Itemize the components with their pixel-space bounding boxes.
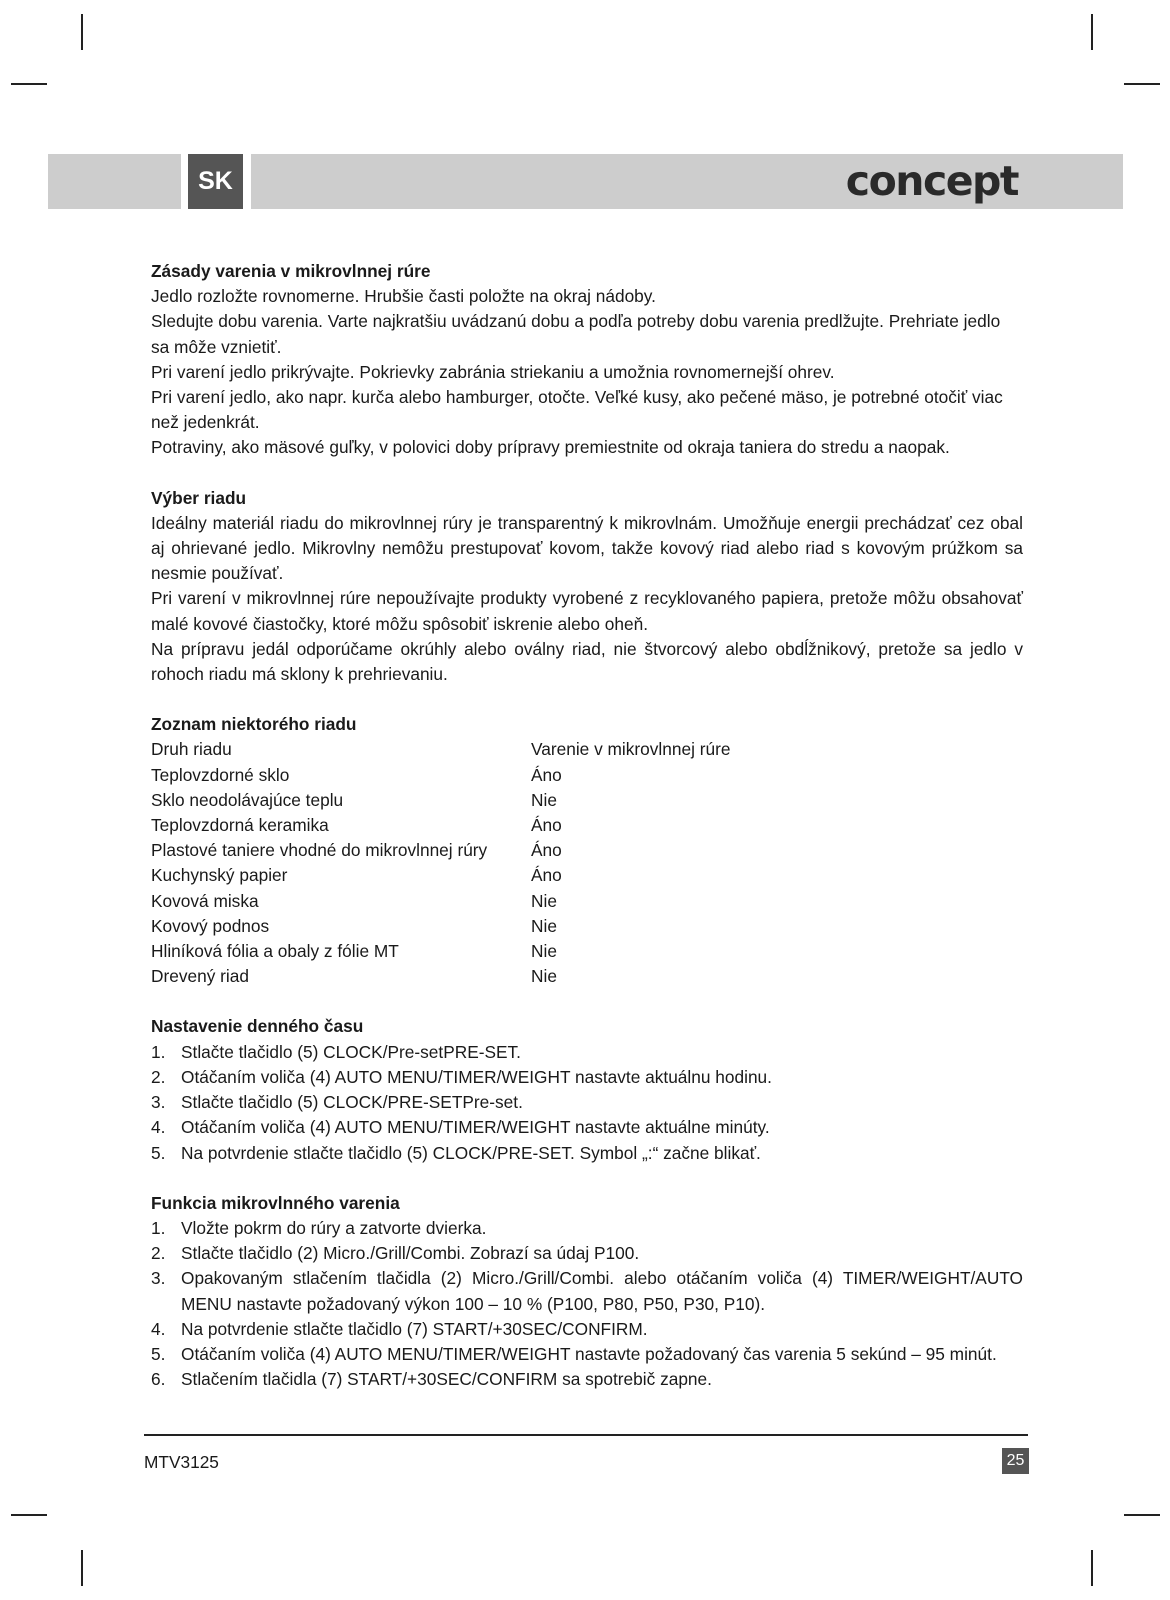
- crop-mark: [1124, 83, 1160, 85]
- step-text: Na potvrdenie stlačte tlačidlo (5) CLOCK/PRE-SET. Symbol „:“ začne blikať.: [181, 1142, 761, 1163]
- crop-mark: [1124, 1514, 1160, 1516]
- step-text: Opakovaným stlačením tlačidla (2) Micro./Grill/Combi. alebo otáčaním voliča (4) TIMER/WEIGHT/AUTO MENU nastavte požadovaný výkon 100 – 10 % (P100, P80, P50, P30, P10).: [181, 1268, 1023, 1314]
- page-content: [151, 259, 1023, 1417]
- dish-type: Drevený riad: [151, 966, 249, 987]
- brand-logo: concept: [845, 157, 1018, 205]
- dish-table-row: [151, 863, 1023, 888]
- dish-suitability: Nie: [531, 915, 557, 936]
- dish-suitability: Áno: [531, 840, 562, 861]
- section-dish-list: [151, 712, 1023, 989]
- paragraph: Potraviny, ako mäsové guľky, v polovici doby prípravy premiestnite od okraja taniera do stredu a naopak.: [151, 437, 950, 458]
- section-title: Zoznam niektorého riadu: [151, 714, 357, 735]
- dish-table-row: [151, 763, 1023, 788]
- crop-mark: [81, 14, 83, 50]
- column-header: Varenie v mikrovlnnej rúre: [531, 739, 731, 760]
- list-item: 1. Stlačte tlačidlo (5) CLOCK/Pre-setPRE-SET.: [151, 1040, 1023, 1065]
- page-number: 25: [1002, 1448, 1029, 1474]
- step-text: Otáčaním voliča (4) AUTO MENU/TIMER/WEIGHT nastavte aktuálne minúty.: [181, 1117, 770, 1138]
- dish-type: Hliníková fólia a obaly z fólie MT: [151, 941, 399, 962]
- dish-suitability: Áno: [531, 815, 562, 836]
- dish-table-row: [151, 788, 1023, 813]
- dish-suitability: Áno: [531, 764, 562, 785]
- section-dish-selection: [151, 486, 1023, 688]
- dish-table-header: [151, 737, 1023, 762]
- list-item: 1. Vložte pokrm do rúry a zatvorte dvierka.: [151, 1216, 1023, 1241]
- paragraph: Pri varení jedlo, ako napr. kurča alebo hamburger, otočte. Veľké kusy, ako pečené mäso, je potrebné otočiť viac než jedenkrát.: [151, 387, 1003, 433]
- dish-table-row: [151, 914, 1023, 939]
- section-microwave-function: [151, 1191, 1023, 1393]
- dish-table-row: [151, 964, 1023, 989]
- column-header: Druh riadu: [151, 739, 232, 760]
- list-item: 3. Opakovaným stlačením tlačidla (2) Micro./Grill/Combi. alebo otáčaním voliča (4) TIMER/WEIGHT/AUTO MENU nastavte požadovaný výkon 100 – 10 % (P100, P80, P50, P30, P10).: [151, 1266, 1023, 1316]
- dish-suitability: Áno: [531, 865, 562, 886]
- step-text: Vložte pokrm do rúry a zatvorte dvierka.: [181, 1217, 487, 1238]
- list-item: 4. Otáčaním voliča (4) AUTO MENU/TIMER/WEIGHT nastavte aktuálne minúty.: [151, 1115, 1023, 1140]
- step-text: Stlačte tlačidlo (5) CLOCK/PRE-SETPre-set.: [181, 1092, 523, 1113]
- steps-list: [151, 1040, 1023, 1166]
- step-text: Otáčaním voliča (4) AUTO MENU/TIMER/WEIGHT nastavte požadovaný čas varenia 5 sekúnd – 95 minút.: [181, 1343, 997, 1364]
- section-title: Funkcia mikrovlnného varenia: [151, 1192, 400, 1213]
- paragraph: Pri varení v mikrovlnnej rúre nepoužívajte produkty vyrobené z recyklovaného papiera, pretože môžu obsahovať malé kovové čiastočky, ktoré môžu spôsobiť iskrenie alebo oheň.: [151, 588, 1023, 634]
- dish-type: Kovový podnos: [151, 915, 270, 936]
- dish-table-row: [151, 838, 1023, 863]
- section-title: Nastavenie denného času: [151, 1016, 364, 1037]
- crop-mark: [1091, 14, 1093, 50]
- step-text: Stlačením tlačidla (7) START/+30SEC/CONFIRM sa spotrebič zapne.: [181, 1369, 712, 1390]
- list-item: 6. Stlačením tlačidla (7) START/+30SEC/CONFIRM sa spotrebič zapne.: [151, 1367, 1023, 1392]
- header-bar-right: [251, 154, 1123, 209]
- list-item: 5. Otáčaním voliča (4) AUTO MENU/TIMER/WEIGHT nastavte požadovaný čas varenia 5 sekúnd – 95 minút.: [151, 1342, 1023, 1367]
- dish-suitability: Nie: [531, 789, 557, 810]
- crop-mark: [81, 1550, 83, 1586]
- section-cooking-principles: [151, 259, 1023, 461]
- dish-table-row: [151, 939, 1023, 964]
- dish-type: Plastové taniere vhodné do mikrovlnnej rúry: [151, 840, 488, 861]
- paragraph: Jedlo rozložte rovnomerne. Hrubšie časti položte na okraj nádoby.: [151, 286, 656, 307]
- page-header: [48, 154, 1123, 209]
- list-item: 3. Stlačte tlačidlo (5) CLOCK/PRE-SETPre-set.: [151, 1090, 1023, 1115]
- list-item: 4. Na potvrdenie stlačte tlačidlo (7) START/+30SEC/CONFIRM.: [151, 1317, 1023, 1342]
- dish-type: Teplovzdorná keramika: [151, 815, 329, 836]
- footer-divider: [144, 1434, 1028, 1436]
- section-time-setting: [151, 1014, 1023, 1165]
- step-text: Otáčaním voliča (4) AUTO MENU/TIMER/WEIGHT nastavte aktuálnu hodinu.: [181, 1066, 772, 1087]
- section-title: Zásady varenia v mikrovlnnej rúre: [151, 261, 431, 281]
- dish-type: Kuchynský papier: [151, 865, 288, 886]
- paragraph: Ideálny materiál riadu do mikrovlnnej rúry je transparentný k mikrovlnám. Umožňuje energii prechádzať cez obal aj ohrievané jedlo. Mikrovlny nemôžu prestupovať kovom, takže kovový riad alebo riad s kovovým prúžkom sa nesmie používať.: [151, 512, 1023, 584]
- dish-suitability: Nie: [531, 966, 557, 987]
- list-item: 2. Stlačte tlačidlo (2) Micro./Grill/Combi. Zobrazí sa údaj P100.: [151, 1241, 1023, 1266]
- dish-type: Kovová miska: [151, 890, 259, 911]
- dish-table-row: [151, 813, 1023, 838]
- paragraph: Sledujte dobu varenia. Varte najkratšiu uvádzanú dobu a podľa potreby dobu varenia predlžujte. Prehriate jedlo sa môže vznietiť.: [151, 311, 1001, 357]
- language-badge: SK: [188, 154, 243, 209]
- crop-mark: [1091, 1550, 1093, 1586]
- section-title: Výber riadu: [151, 487, 247, 508]
- dish-suitability: Nie: [531, 890, 557, 911]
- dish-type: Sklo neodolávajúce teplu: [151, 789, 344, 810]
- header-bar-left: [48, 154, 181, 209]
- list-item: 2. Otáčaním voliča (4) AUTO MENU/TIMER/WEIGHT nastavte aktuálnu hodinu.: [151, 1065, 1023, 1090]
- crop-mark: [11, 83, 47, 85]
- step-text: Stlačte tlačidlo (5) CLOCK/Pre-setPRE-SET.: [181, 1041, 521, 1062]
- steps-list: [151, 1216, 1023, 1392]
- model-number: MTV3125: [144, 1452, 219, 1472]
- crop-mark: [11, 1514, 47, 1516]
- dish-type: Teplovzdorné sklo: [151, 764, 290, 785]
- list-item: 5. Na potvrdenie stlačte tlačidlo (5) CLOCK/PRE-SET. Symbol „:“ začne blikať.: [151, 1141, 1023, 1166]
- dish-suitability: Nie: [531, 941, 557, 962]
- dish-table-row: [151, 889, 1023, 914]
- paragraph: Pri varení jedlo prikrývajte. Pokrievky zabránia striekaniu a umožnia rovnomernejší ohrev.: [151, 361, 835, 382]
- step-text: Stlačte tlačidlo (2) Micro./Grill/Combi. Zobrazí sa údaj P100.: [181, 1243, 640, 1264]
- step-text: Na potvrdenie stlačte tlačidlo (7) START/+30SEC/CONFIRM.: [181, 1318, 648, 1339]
- paragraph: Na prípravu jedál odporúčame okrúhly alebo oválny riad, nie štvorcový alebo obdĺžnikový, pretože sa jedlo v rohoch riadu má sklony k prehrievaniu.: [151, 638, 1023, 685]
